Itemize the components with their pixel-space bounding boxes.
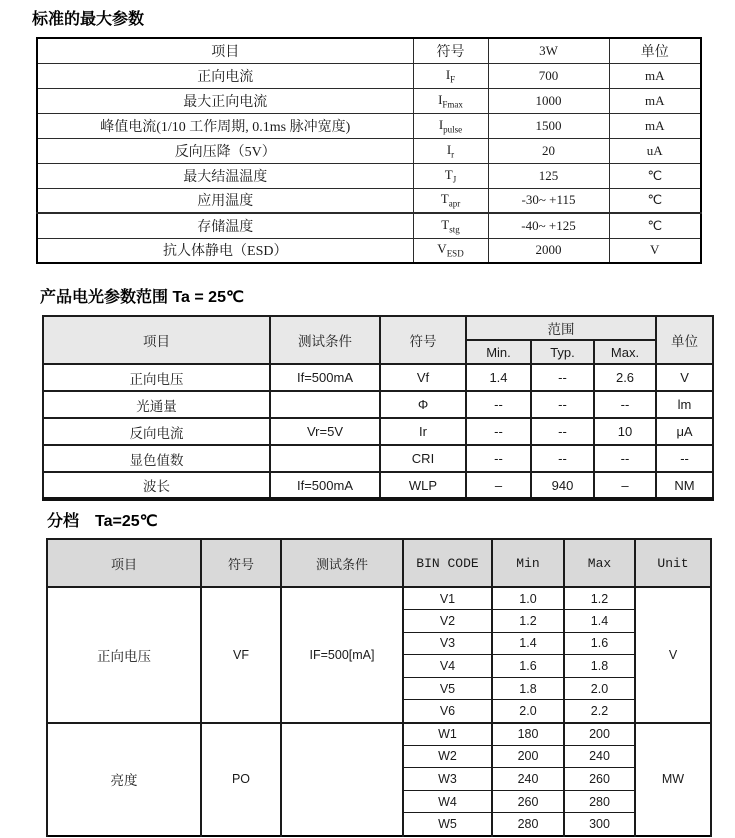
table-row: [37, 113, 701, 138]
col-header-min: Min.: [466, 340, 531, 364]
cell-item: 最大结温温度: [37, 163, 413, 188]
cell-max: 1.2: [564, 587, 635, 610]
cell-min: 1.4: [492, 632, 564, 655]
section-title-eo-params: 产品电光参数范围 Ta = 25℃: [40, 289, 244, 306]
cell-symbol: CRI: [380, 445, 466, 472]
cell-symbol: $I_F$: [413, 63, 488, 88]
group-item: 亮度: [47, 723, 201, 836]
cell-cond: [270, 391, 380, 418]
cell-value: 2000: [488, 238, 609, 263]
cell-max: 2.0: [564, 677, 635, 700]
group-unit: V: [635, 587, 711, 723]
cell-max: 240: [564, 745, 635, 768]
cell-unit: μA: [656, 418, 713, 445]
cell-max: --: [594, 391, 656, 418]
cell-item: 光通量: [43, 391, 270, 418]
cell-item: 应用温度: [37, 188, 413, 213]
cell-item: 峰值电流(1/10 工作周期, 0.1ms 脉冲宽度): [37, 113, 413, 138]
table-row: [37, 188, 701, 213]
cell-cond: If=500mA: [270, 472, 380, 499]
cell-min: --: [466, 445, 531, 472]
cell-max: 300: [564, 813, 635, 836]
cell-unit: lm: [656, 391, 713, 418]
col-header-range: 范围: [466, 316, 656, 340]
cell-symbol: Ir: [380, 418, 466, 445]
cell-max: --: [594, 445, 656, 472]
cell-item: 波长: [43, 472, 270, 499]
cell-min: 1.8: [492, 677, 564, 700]
cell-bin-code: W5: [403, 813, 492, 836]
table-row: [43, 472, 713, 499]
binning-table: [46, 538, 712, 837]
col-header-symbol: 符号: [380, 316, 466, 364]
cell-symbol: $T_J$: [413, 163, 488, 188]
col-header-cond: 测试条件: [281, 539, 403, 587]
cell-max: 1.6: [564, 632, 635, 655]
cell-unit: uA: [609, 138, 701, 163]
cell-bin-code: V5: [403, 677, 492, 700]
table-row: [37, 213, 701, 238]
group-unit: MW: [635, 723, 711, 836]
cell-unit: mA: [609, 88, 701, 113]
group-item: 正向电压: [47, 587, 201, 723]
table-row: [43, 445, 713, 472]
cell-typ: --: [531, 445, 594, 472]
cell-max: 10: [594, 418, 656, 445]
cell-value: 1000: [488, 88, 609, 113]
table-row: [37, 88, 701, 113]
col-header-item: 项目: [43, 316, 270, 364]
cell-max: 2.2: [564, 700, 635, 723]
col-header-value: 3W: [488, 38, 609, 63]
table-row: [43, 364, 713, 391]
cell-value: 125: [488, 163, 609, 188]
cell-min: 1.0: [492, 587, 564, 610]
col-header-cond: 测试条件: [270, 316, 380, 364]
col-header-unit: 单位: [656, 316, 713, 364]
cell-max: 1.4: [564, 610, 635, 633]
cell-min: 200: [492, 745, 564, 768]
cell-item: 正向电流: [37, 63, 413, 88]
table-row: [43, 391, 713, 418]
cell-unit: NM: [656, 472, 713, 499]
cell-min: 1.6: [492, 655, 564, 678]
cell-min: –: [466, 472, 531, 499]
cell-value: 20: [488, 138, 609, 163]
group-cond: [281, 723, 403, 836]
cell-symbol: $I_{pulse}$: [413, 113, 488, 138]
table-row: [37, 238, 701, 263]
bin-row: [47, 723, 711, 746]
col-header-symbol: 符号: [413, 38, 488, 63]
cell-bin-code: V6: [403, 700, 492, 723]
col-header-item: 项目: [47, 539, 201, 587]
table-header-row: [47, 539, 711, 587]
cell-item: 显色值数: [43, 445, 270, 472]
col-header-symbol: 符号: [201, 539, 281, 587]
col-header-typ: Typ.: [531, 340, 594, 364]
cell-min: 1.4: [466, 364, 531, 391]
max-params-table: [36, 37, 702, 264]
cell-min: 260: [492, 790, 564, 813]
cell-item: 最大正向电流: [37, 88, 413, 113]
cell-value: 700: [488, 63, 609, 88]
bin-row: [47, 587, 711, 610]
table-row: [37, 138, 701, 163]
group-symbol: VF: [201, 587, 281, 723]
cell-typ: --: [531, 364, 594, 391]
cell-bin-code: V2: [403, 610, 492, 633]
table-row: [37, 163, 701, 188]
eo-params-table: [42, 315, 714, 501]
cell-unit: ℃: [609, 213, 701, 238]
cell-max: 280: [564, 790, 635, 813]
cell-unit: V: [609, 238, 701, 263]
table-header-row: [37, 38, 701, 63]
cell-bin-code: V3: [403, 632, 492, 655]
cell-max: 2.6: [594, 364, 656, 391]
cell-bin-code: W4: [403, 790, 492, 813]
col-header-unit: 单位: [609, 38, 701, 63]
cell-typ: 940: [531, 472, 594, 499]
cell-symbol: $I_{Fmax}$: [413, 88, 488, 113]
cell-min: --: [466, 391, 531, 418]
cell-min: 1.2: [492, 610, 564, 633]
section-title-max-params: 标准的最大参数: [32, 11, 145, 28]
cell-value: 1500: [488, 113, 609, 138]
cell-unit: mA: [609, 113, 701, 138]
table-header-row: [43, 316, 713, 340]
cell-typ: --: [531, 391, 594, 418]
cell-min: 180: [492, 723, 564, 746]
cell-bin-code: V4: [403, 655, 492, 678]
cell-unit: --: [656, 445, 713, 472]
cell-symbol: $T_{stg}$: [413, 213, 488, 238]
cell-symbol: Φ: [380, 391, 466, 418]
cell-cond: Vr=5V: [270, 418, 380, 445]
cell-min: --: [466, 418, 531, 445]
group-symbol: PO: [201, 723, 281, 836]
table-row: [37, 63, 701, 88]
cell-min: 2.0: [492, 700, 564, 723]
cell-symbol: $V_{ESD}$: [413, 238, 488, 263]
cell-unit: ℃: [609, 188, 701, 213]
cell-min: 280: [492, 813, 564, 836]
cell-cond: If=500mA: [270, 364, 380, 391]
cell-bin-code: W2: [403, 745, 492, 768]
col-header-max: Max.: [594, 340, 656, 364]
cell-max: 200: [564, 723, 635, 746]
cell-value: -30~ +115: [488, 188, 609, 213]
section-title-binning: 分档 Ta=25℃: [47, 513, 158, 530]
cell-cond: [270, 445, 380, 472]
table-row: [43, 418, 713, 445]
cell-item: 抗人体静电（ESD）: [37, 238, 413, 263]
cell-max: 1.8: [564, 655, 635, 678]
col-header-max: Max: [564, 539, 635, 587]
col-header-min: Min: [492, 539, 564, 587]
cell-symbol: $I_r$: [413, 138, 488, 163]
cell-bin-code: V1: [403, 587, 492, 610]
col-header-unit: Unit: [635, 539, 711, 587]
cell-value: -40~ +125: [488, 213, 609, 238]
cell-unit: ℃: [609, 163, 701, 188]
cell-unit: V: [656, 364, 713, 391]
cell-bin-code: W3: [403, 768, 492, 791]
group-cond: IF=500[mA]: [281, 587, 403, 723]
cell-symbol: Vf: [380, 364, 466, 391]
cell-symbol: WLP: [380, 472, 466, 499]
cell-min: 240: [492, 768, 564, 791]
col-header-bin-code: BIN CODE: [403, 539, 492, 587]
cell-unit: mA: [609, 63, 701, 88]
cell-symbol: $T_{apr}$: [413, 188, 488, 213]
cell-bin-code: W1: [403, 723, 492, 746]
cell-item: 反向压降（5V）: [37, 138, 413, 163]
cell-item: 存储温度: [37, 213, 413, 238]
cell-item: 反向电流: [43, 418, 270, 445]
cell-typ: --: [531, 418, 594, 445]
col-header-item: 项目: [37, 38, 413, 63]
cell-max: 260: [564, 768, 635, 791]
cell-item: 正向电压: [43, 364, 270, 391]
cell-max: –: [594, 472, 656, 499]
